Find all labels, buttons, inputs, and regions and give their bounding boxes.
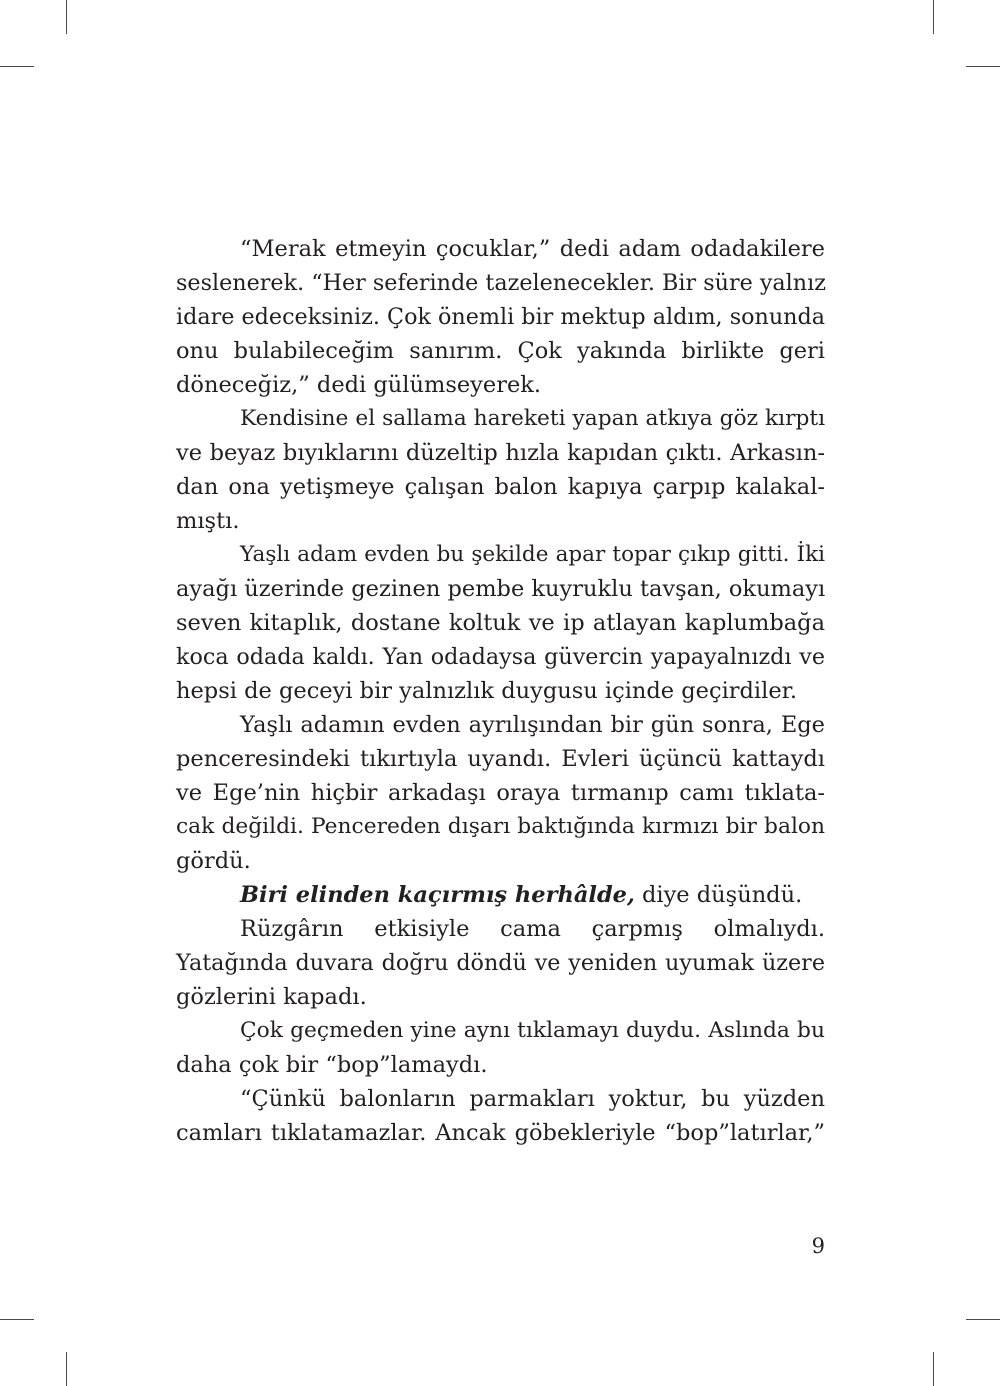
emphasized-text: Biri elinden kaçırmış herhâlde, xyxy=(240,882,635,908)
text-segment: ve Ege’nin hiçbir arkadaşı oraya tırmanıp camı tıklata- xyxy=(176,780,825,806)
crop-mark-top-left-horizontal xyxy=(0,66,34,67)
text-segment: penceresindeki tıkırtıyla uyandı. Evleri üçüncü kattaydı xyxy=(176,746,825,772)
text-line xyxy=(176,912,825,946)
text-segment: “Merak etmeyin çocuklar,” dedi adam odadakilere xyxy=(240,236,825,262)
text-line xyxy=(176,436,825,470)
text-line xyxy=(176,470,825,504)
crop-mark-bottom-right-horizontal xyxy=(966,1319,1000,1320)
crop-mark-bottom-left-vertical xyxy=(66,1352,67,1386)
text-segment: mıştı. xyxy=(176,508,240,534)
text-segment: ve beyaz bıyıklarını düzeltip hızla kapıdan çıktı. Arkasın- xyxy=(176,440,825,466)
crop-mark-bottom-left-horizontal xyxy=(0,1319,34,1320)
text-segment: Yaşlı adam evden bu şekilde apar topar çıkıp gitti. İki xyxy=(240,542,825,567)
text-segment: cak değildi. Pencereden dışarı baktığında kırmızı bir balon xyxy=(176,814,825,839)
text-line xyxy=(176,1082,825,1116)
text-segment: gördü. xyxy=(176,848,251,874)
text-segment: koca odada kaldı. Yan odadaysa güvercin yapayalnızdı ve xyxy=(176,644,825,670)
text-segment: Yatağında duvara doğru döndü ve yeniden uyumak üzere xyxy=(176,950,825,976)
body-text xyxy=(176,232,825,1150)
text-line xyxy=(176,810,825,844)
text-segment: gözlerini kapadı. xyxy=(176,984,367,1010)
text-line xyxy=(176,1116,825,1150)
text-line xyxy=(176,674,825,708)
text-line xyxy=(176,844,825,878)
text-segment: diye düşündü. xyxy=(634,882,803,908)
text-line xyxy=(176,946,825,980)
text-segment: daha çok bir “bop”lamaydı. xyxy=(176,1052,488,1078)
text-line xyxy=(176,538,825,572)
crop-mark-bottom-right-vertical xyxy=(933,1352,934,1386)
text-line xyxy=(176,504,825,538)
text-line xyxy=(176,232,825,266)
crop-mark-top-left-vertical xyxy=(66,0,67,34)
text-line xyxy=(176,606,825,640)
text-segment: seslenerek. “Her seferinde tazelenecekler. Bir süre yalnız xyxy=(176,270,826,296)
text-segment: onu bulabileceğim sanırım. Çok yakında birlikte geri xyxy=(176,338,825,364)
text-line xyxy=(176,572,825,606)
text-line xyxy=(176,1014,825,1048)
text-line xyxy=(176,878,825,912)
text-segment: ayağı üzerinde gezinen pembe kuyruklu tavşan, okumayı xyxy=(176,576,826,602)
text-line xyxy=(176,640,825,674)
text-segment: döneceğiz,” dedi gülümseyerek. xyxy=(176,372,542,398)
text-segment: Çok geçmeden yine aynı tıklamayı duydu. Aslında bu xyxy=(240,1018,825,1043)
text-line xyxy=(176,300,825,334)
text-segment: Yaşlı adamın evden ayrılışından bir gün sonra, Ege xyxy=(240,712,825,738)
text-segment: hepsi de geceyi bir yalnızlık duygusu içinde geçirdiler. xyxy=(176,678,798,704)
text-line xyxy=(176,368,825,402)
text-segment: Rüzgârın etkisiyle cama çarpmış olmalıydı. xyxy=(240,916,825,942)
text-segment: Kendisine el sallama hareketi yapan atkıya göz kırptı xyxy=(240,406,826,431)
text-segment: idare edeceksiniz. Çok önemli bir mektup aldım, sonunda xyxy=(176,304,826,330)
text-segment: seven kitaplık, dostane koltuk ve ip atlayan kaplumbağa xyxy=(176,610,825,636)
text-line xyxy=(176,980,825,1014)
text-line xyxy=(176,402,825,436)
page-number: 9 xyxy=(811,1234,825,1258)
crop-mark-top-right-horizontal xyxy=(966,66,1000,67)
text-line xyxy=(176,334,825,368)
text-segment: “Çünkü balonların parmakları yoktur, bu yüzden xyxy=(240,1086,825,1112)
text-line xyxy=(176,776,825,810)
text-segment: camları tıklatamazlar. Ancak göbekleriyle “bop”latırlar,” xyxy=(176,1120,825,1146)
text-line xyxy=(176,266,825,300)
text-line xyxy=(176,742,825,776)
text-line xyxy=(176,1048,825,1082)
crop-mark-top-right-vertical xyxy=(933,0,934,34)
text-segment: dan ona yetişmeye çalışan balon kapıya çarpıp kalakal- xyxy=(176,474,825,500)
text-line xyxy=(176,708,825,742)
